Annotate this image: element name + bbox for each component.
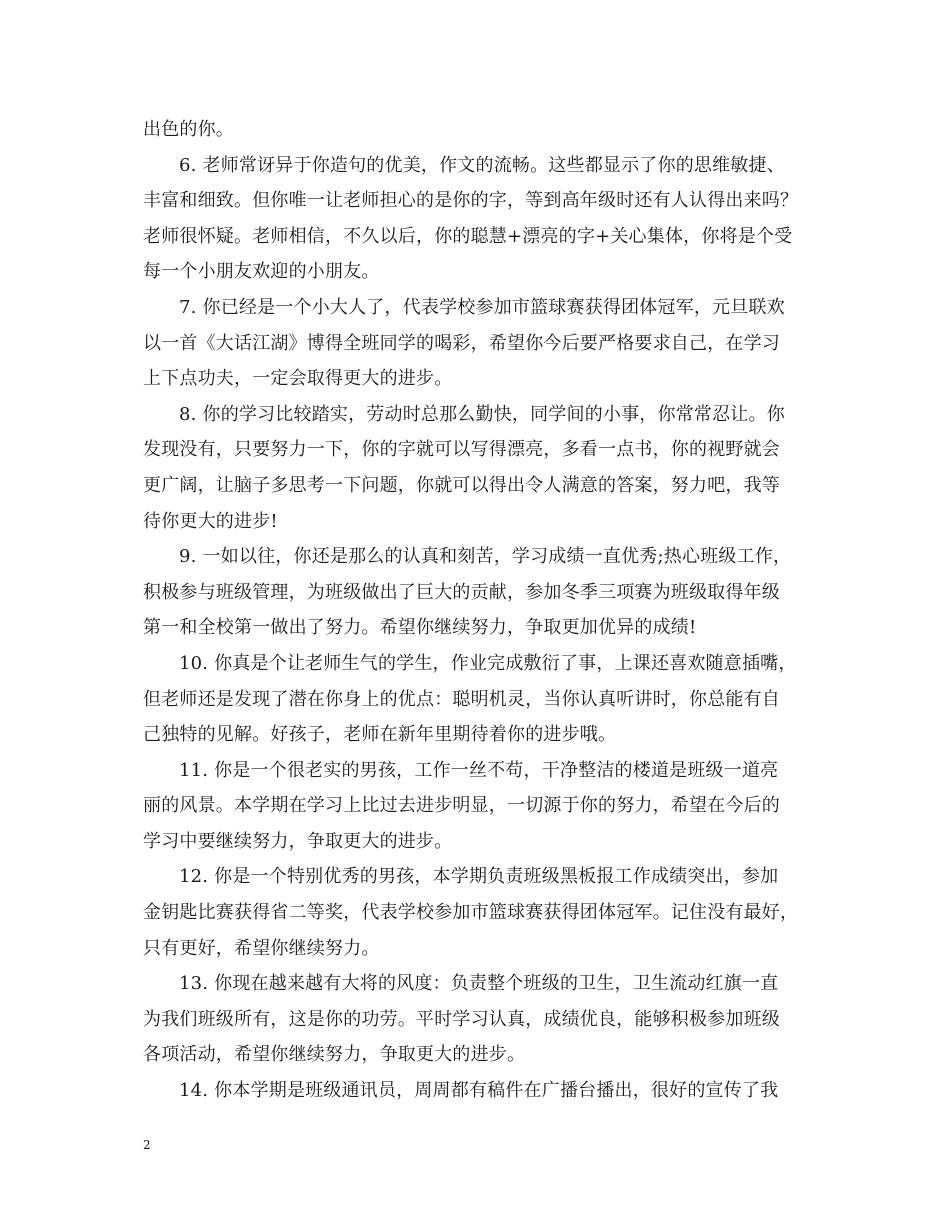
text-line: 9. 一如以往，你还是那么的认真和刻苦，学习成绩一直优秀;热心班级工作， xyxy=(179,546,792,568)
text-line: 老师很怀疑。老师相信，不久以后，你的聪慧+漂亮的字+关心集体，你将是个受 xyxy=(143,225,793,247)
text-line: 每一个小朋友欢迎的小朋友。 xyxy=(143,261,380,283)
text-line: 学习中要继续努力，争取更大的进步。 xyxy=(143,830,453,852)
document-body xyxy=(143,112,808,1109)
text-line: 积极参与班级管理，为班级做出了巨大的贡献，参加冬季三项赛为班级取得年级 xyxy=(143,581,780,603)
text-line: 14. 你本学期是班级通讯员，周周都有稿件在广播台播出，很好的宣传了我 xyxy=(179,1080,779,1102)
page-number: 2 xyxy=(143,1138,151,1152)
text-line: 为我们班级所有，这是你的功劳。平时学习认真，成绩优良，能够积极参加班级 xyxy=(143,1008,780,1030)
text-line: 8. 你的学习比较踏实，劳动时总那么勤快，同学间的小事，你常常忍让。你 xyxy=(179,403,785,425)
text-line: 己独特的见解。好孩子，老师在新年里期待着你的进步哦。 xyxy=(143,724,617,746)
text-line: 但老师还是发现了潜在你身上的优点：聪明机灵，当你认真听讲时，你总能有自 xyxy=(143,688,780,710)
text-line: 待你更大的进步! xyxy=(143,510,278,532)
text-line: 金钥匙比赛获得省二等奖，代表学校参加市篮球赛获得团体冠军。记住没有最好， xyxy=(143,902,799,924)
text-line: 12. 你是一个特别优秀的男孩，本学期负责班级黑板报工作成绩突出，参加 xyxy=(179,866,779,888)
text-line: 13. 你现在越来越有大将的风度：负责整个班级的卫生，卫生流动红旗一直 xyxy=(179,973,779,995)
text-line: 发现没有，只要努力一下，你的字就可以写得漂亮，多看一点书，你的视野就会 xyxy=(143,439,780,461)
text-line: 出色的你。 xyxy=(143,119,234,140)
text-line: 只有更好，希望你继续努力。 xyxy=(143,937,380,959)
text-line: 上下点功夫，一定会取得更大的进步。 xyxy=(143,368,453,390)
text-line: 丰富和细致。但你唯一让老师担心的是你的字，等到高年级时还有人认得出来吗？ xyxy=(143,190,799,212)
text-line: 丽的风景。本学期在学习上比过去进步明显，一切源于你的努力，希望在今后的 xyxy=(143,795,780,817)
text-line: 11. 你是一个很老实的男孩，工作一丝不苟，干净整洁的楼道是班级一道亮 xyxy=(179,759,779,781)
text-line: 10. 你真是个让老师生气的学生，作业完成敷衍了事，上课还喜欢随意插嘴， xyxy=(179,652,797,674)
text-line: 各项活动，希望你继续努力，争取更大的进步。 xyxy=(143,1044,526,1066)
text-line: 7. 你已经是一个小大人了，代表学校参加市篮球赛获得团体冠军，元旦联欢 xyxy=(179,296,785,318)
text-line: 第一和全校第一做出了努力。希望你继续努力，争取更加优异的成绩! xyxy=(143,617,697,639)
text-line: 以一首《大话江湖》博得全班同学的喝彩，希望你今后要严格要求自己，在学习 xyxy=(143,332,780,354)
text-line: 6. 老师常讶异于你造句的优美，作文的流畅。这些都显示了你的思维敏捷、 xyxy=(179,154,785,176)
text-line: 更广阔，让脑子多思考一下问题，你就可以得出令人满意的答案，努力吧，我等 xyxy=(143,474,780,496)
